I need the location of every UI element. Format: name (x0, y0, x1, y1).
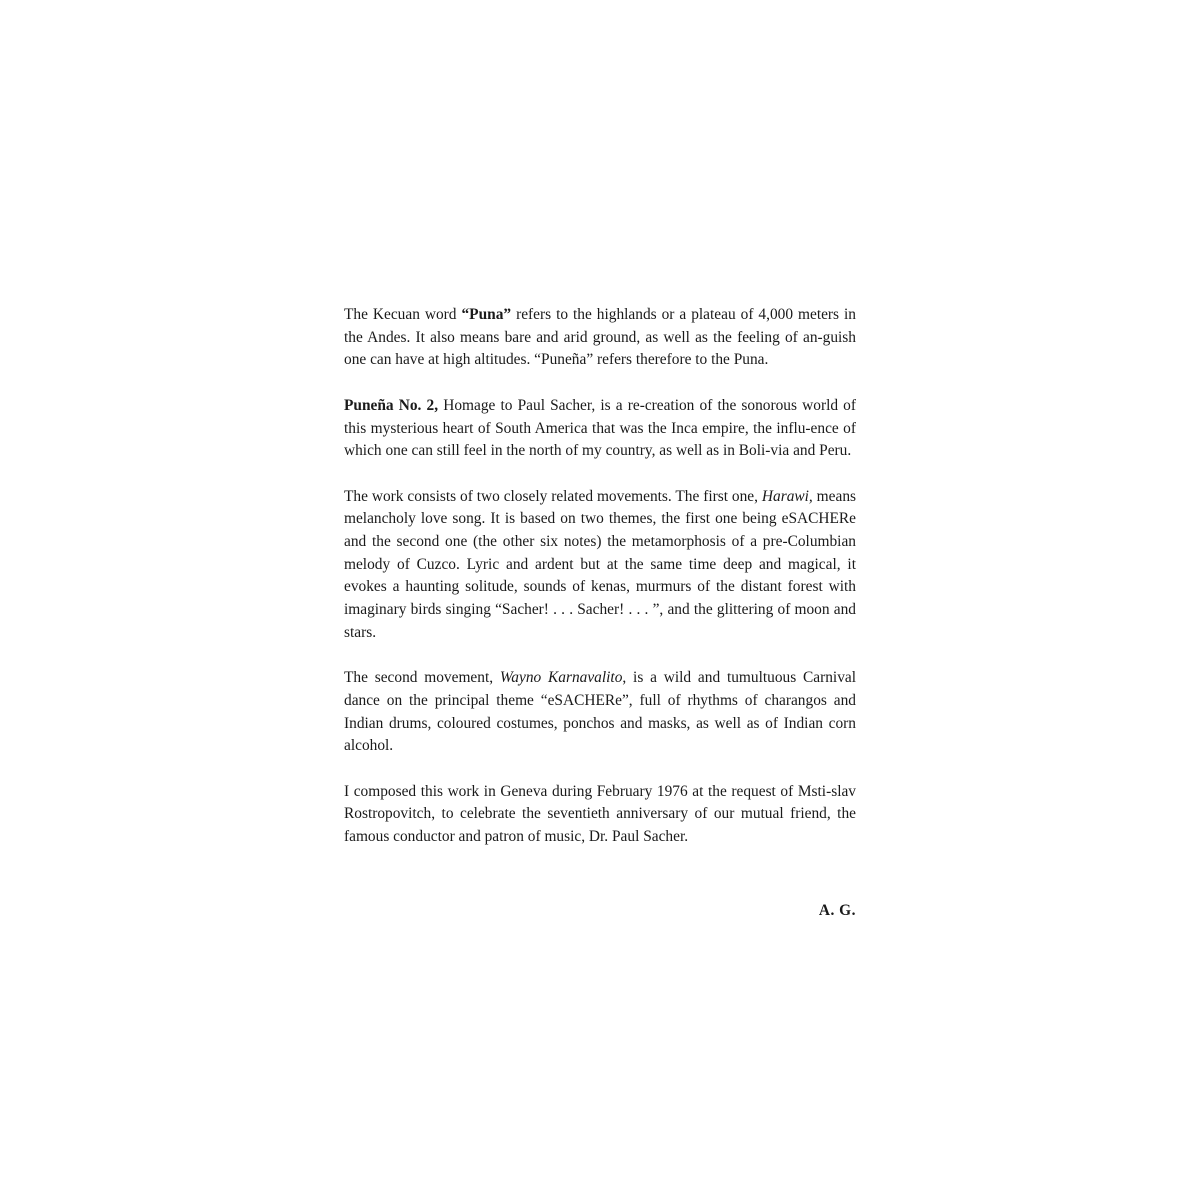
p1-puna-term: “Puna” (461, 306, 512, 323)
p4-wayno-karnavalito: Wayno Karnavalito (499, 669, 623, 687)
p4-text-start: The second movement, (344, 669, 500, 687)
paragraph-movements (344, 486, 856, 645)
p2-text-rest: Homage to Paul Sacher, is a re-creation of the sonorous world of this mysterious heart of South America that was the Inca empire, the influ-ence of which one can still feel in the north of my country, as well as in Boli-via and Peru. (344, 396, 856, 460)
p2-work-title: Puneña No. 2, (344, 396, 439, 414)
paragraph-composition (344, 781, 856, 849)
body-text (344, 304, 856, 849)
p4-text-rest: , is a wild and tumultuous Carnival dance on the principal theme “eSACHERe”, full of rhythms of charangos and Indian drums, coloured costumes, ponchos and masks, as well as of Indian corn alcohol. (344, 669, 856, 755)
paragraph-punena (344, 395, 856, 463)
paragraph-gap (344, 463, 856, 486)
p3-harawi: Harawi, (761, 487, 813, 505)
p3-text-rest: means melancholy love song. It is based on two themes, the first one being eSACHERe and the second one (the other six notes) the metamorphosis of a pre-Columbian melody of Cuzco. Lyric and ardent but at the same time deep and magical, it evokes a haunting solitude, sounds of kenas, murmurs of the distant forest with imaginary birds singing “Sacher! . . . Sacher! . . . ”, and the glittering of moon and stars. (344, 487, 856, 641)
paragraph-gap (344, 372, 856, 395)
p1-text-rest: refers to the highlands or a plateau of 4,000 meters in the Andes. It also means bare and arid ground, as well as the feeling of an-guish one can have at high altitudes. “Puneña” refers therefore to the Puna. (344, 306, 856, 369)
p5-text: I composed this work in Geneva during February 1976 at the request of Msti-slav Rostropovitch, to celebrate the seventieth anniversary of our mutual friend, the famous conductor and patron of music, Dr. Paul Sacher. (344, 782, 856, 846)
paragraph-puna (344, 304, 856, 372)
p1-text-start: The Kecuan word (344, 306, 462, 323)
p3-text-start: The work consists of two closely related movements. The first one, (344, 487, 762, 505)
paragraph-gap (344, 758, 856, 781)
paragraph-second-movement (344, 667, 856, 758)
author-signature: A. G. (818, 902, 856, 919)
paragraph-gap (344, 645, 856, 668)
